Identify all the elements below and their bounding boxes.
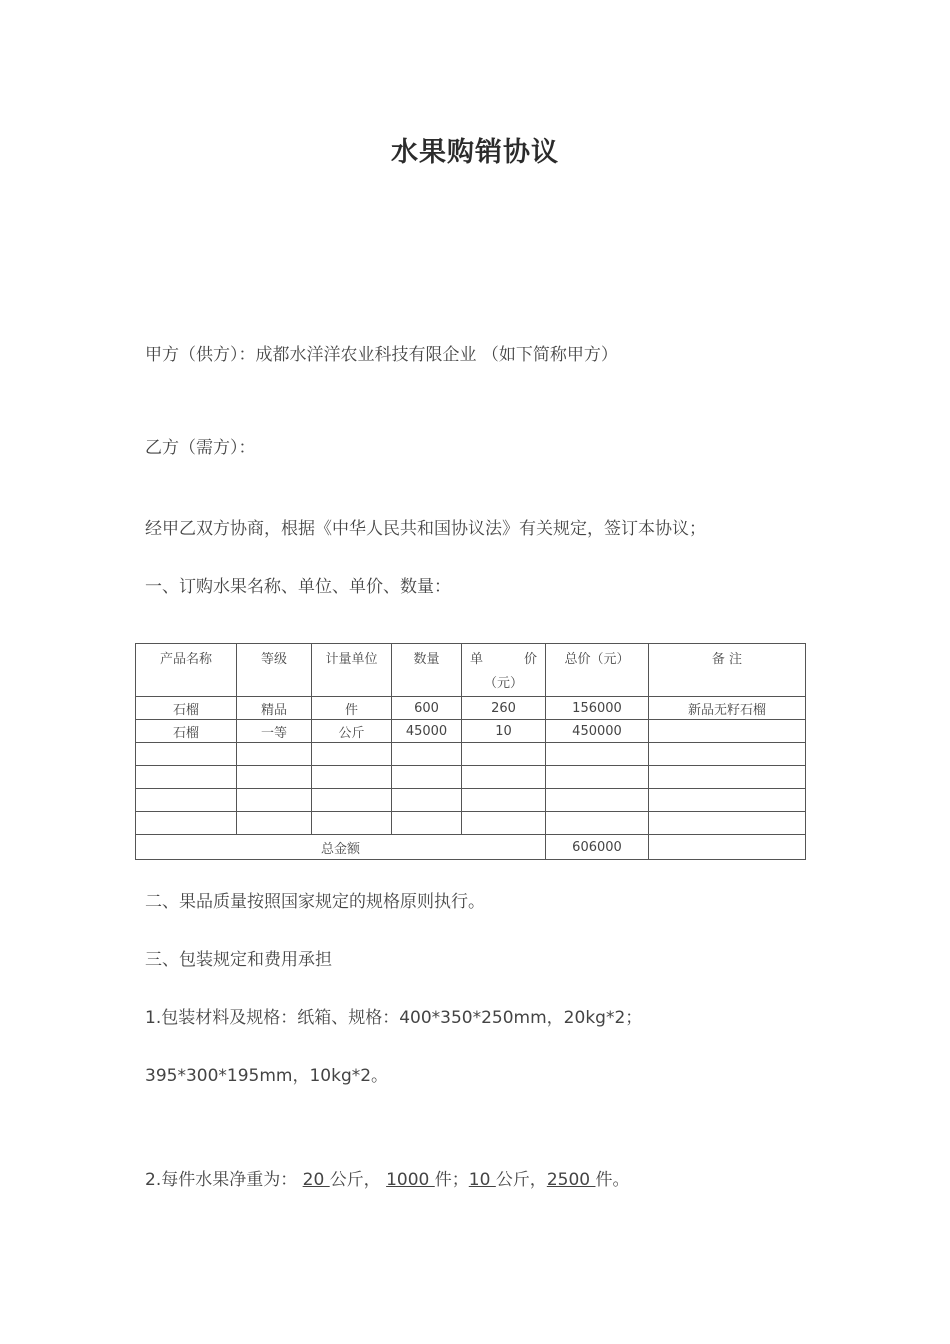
header-quantity: 数量: [392, 644, 462, 697]
table-total-row: [136, 835, 806, 860]
cell-total-price: [546, 743, 649, 766]
cell-grade: [237, 812, 312, 835]
cell-product: [136, 812, 237, 835]
header-product-name: 产品名称: [136, 644, 237, 697]
cell-unit: [312, 812, 392, 835]
total-value: 606000: [546, 835, 649, 860]
cell-quantity: [392, 789, 462, 812]
cell-quantity: [392, 812, 462, 835]
cell-unit: [312, 743, 392, 766]
cell-remarks: [649, 743, 806, 766]
cell-remarks: [649, 812, 806, 835]
cell-product: 石榴: [136, 697, 237, 720]
cell-product: [136, 766, 237, 789]
cell-unit: [312, 766, 392, 789]
cell-total-price: [546, 812, 649, 835]
cell-unit-price: [462, 812, 546, 835]
header-remarks: 备 注: [649, 644, 806, 697]
cell-quantity: 45000: [392, 720, 462, 743]
header-unit-price: [462, 644, 546, 697]
packaging-spec-line-2: 395*300*195mm，10kg*2。: [145, 1066, 389, 1086]
cell-unit-price: 10: [462, 720, 546, 743]
unit-piece-1: 件；: [434, 1170, 469, 1190]
cell-quantity: [392, 766, 462, 789]
cell-total-price: 450000: [546, 720, 649, 743]
intro-paragraph: 经甲乙双方协商，根据《中华人民共和国协议法》有关规定，签订本协议；: [145, 519, 706, 539]
cell-unit: 件: [312, 697, 392, 720]
party-b-line: 乙方（需方）：: [145, 438, 256, 458]
unit-kg-2: 公斤，: [495, 1170, 547, 1190]
table-row: [136, 743, 806, 766]
cell-unit: 公斤: [312, 720, 392, 743]
net-weight-prefix: 2.每件水果净重为：: [145, 1170, 298, 1190]
cell-grade: [237, 743, 312, 766]
header-total-price: 总价（元）: [546, 644, 649, 697]
cell-remarks: [649, 720, 806, 743]
table-row: [136, 766, 806, 789]
piece-count-1: 1000: [386, 1170, 435, 1190]
cell-total-price: 156000: [546, 697, 649, 720]
net-weight-line: [145, 1165, 629, 1190]
table-row: [136, 720, 806, 743]
header-unit-price-currency: （元）: [483, 676, 523, 691]
cell-total-price: [546, 766, 649, 789]
section-1-heading: 一、订购水果名称、单位、单价、数量：: [145, 577, 451, 597]
document-title: 水果购销协议: [391, 137, 559, 168]
cell-product: [136, 743, 237, 766]
party-a-line: 甲方（供方）：成都水洋洋农业科技有限企业 （如下简称甲方）: [145, 345, 618, 365]
cell-remarks: [649, 766, 806, 789]
cell-unit-price: 260: [462, 697, 546, 720]
cell-grade: [237, 789, 312, 812]
header-grade: 等级: [237, 644, 312, 697]
table-row: [136, 812, 806, 835]
table-row: [136, 789, 806, 812]
section-3-heading: 三、包装规定和费用承担: [145, 950, 332, 970]
unit-piece-2: 件。: [595, 1170, 630, 1190]
cell-quantity: [392, 743, 462, 766]
cell-grade: 一等: [237, 720, 312, 743]
cell-unit: [312, 789, 392, 812]
order-table: [135, 643, 806, 860]
piece-count-2: 2500: [546, 1170, 596, 1190]
cell-grade: [237, 766, 312, 789]
total-remarks: [649, 835, 806, 860]
total-label: 总金额: [136, 835, 546, 860]
unit-kg-1: 公斤，: [329, 1170, 381, 1190]
cell-unit-price: [462, 789, 546, 812]
header-unit-price-label: 单 价: [470, 652, 537, 667]
table-header-row: [136, 644, 806, 697]
section-2-heading: 二、果品质量按照国家规定的规格原则执行。: [145, 892, 485, 912]
packaging-spec-line-1: 1.包装材料及规格：纸箱、规格：400*350*250mm，20kg*2；: [145, 1008, 643, 1028]
cell-remarks: 新品无籽石榴: [649, 697, 806, 720]
cell-grade: 精品: [237, 697, 312, 720]
header-unit: 计量单位: [312, 644, 392, 697]
cell-product: [136, 789, 237, 812]
cell-quantity: 600: [392, 697, 462, 720]
cell-product: 石榴: [136, 720, 237, 743]
cell-unit-price: [462, 743, 546, 766]
cell-unit-price: [462, 766, 546, 789]
table-row: [136, 697, 806, 720]
net-weight-value-2: 10: [468, 1170, 496, 1190]
cell-total-price: [546, 789, 649, 812]
cell-remarks: [649, 789, 806, 812]
net-weight-value-1: 20: [302, 1170, 330, 1190]
